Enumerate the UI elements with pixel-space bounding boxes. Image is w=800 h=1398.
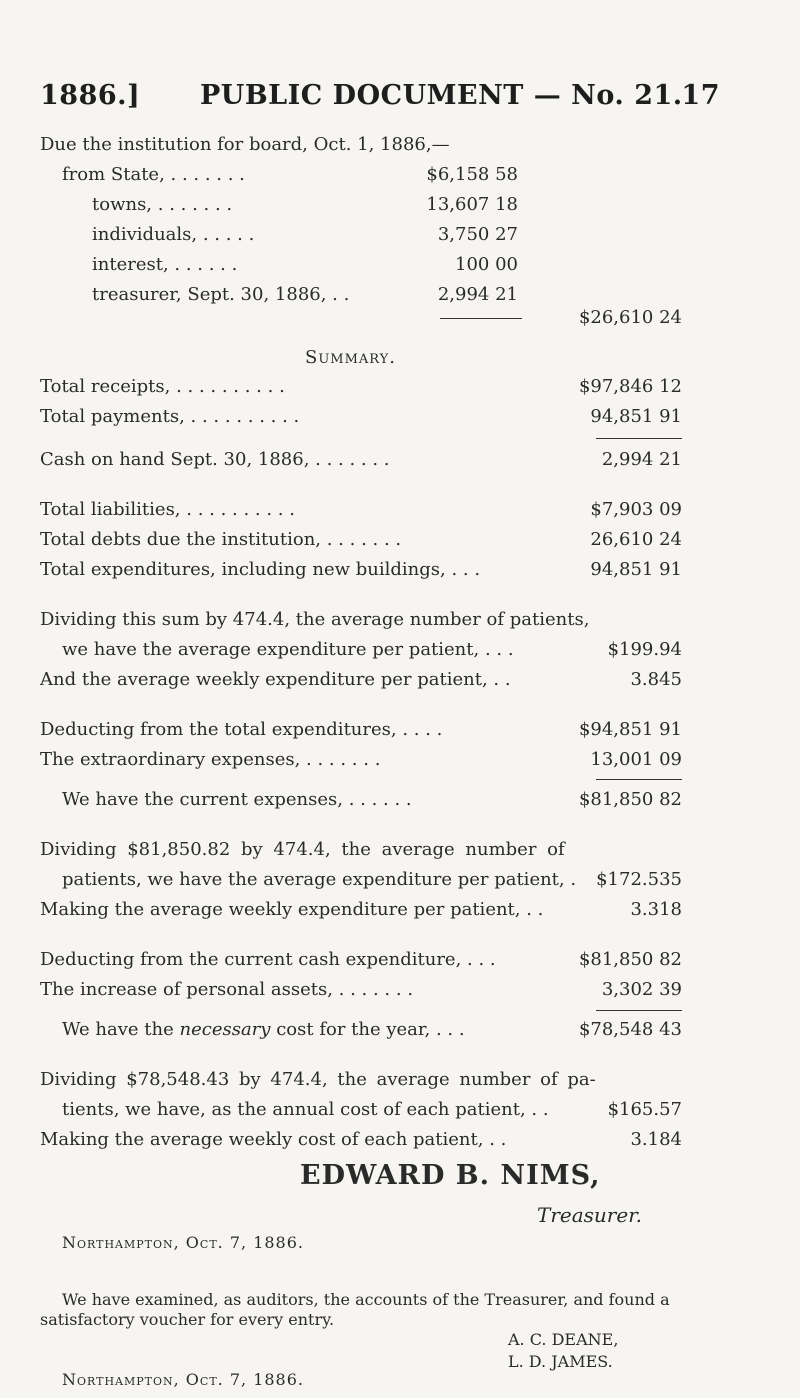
auditor-name: A. C. DEANE, <box>508 1330 619 1349</box>
board-row: interest, . . . . . . 100 00 <box>92 254 518 275</box>
total-expenditures-row: Total expenditures, including new buildings, . . . 94,851 91 <box>40 559 682 580</box>
page-header <box>40 80 720 120</box>
page-number: 17 <box>681 80 720 111</box>
treasurer-name: EDWARD B. NIMS, <box>300 1160 601 1191</box>
avg3-line: Making the average weekly cost of each patient, . . 3.184 <box>40 1129 682 1150</box>
avg2-line: Making the average weekly expenditure per patient, . . 3.318 <box>40 899 682 920</box>
board-row: individuals, . . . . . 3,750 27 <box>92 224 518 245</box>
total-receipts-row: Total receipts, . . . . . . . . . . $97,846 12 <box>40 376 682 397</box>
total-debts-row: Total debts due the institution, . . . . . . . 26,610 24 <box>40 529 682 550</box>
sum-rule <box>596 779 682 780</box>
total-payments-row: Total payments, . . . . . . . . . . 94,851 91 <box>40 406 682 427</box>
header-title: PUBLIC DOCUMENT — No. 21. <box>200 80 683 111</box>
total-liabilities-row: Total liabilities, . . . . . . . . . . $7,903 09 <box>40 499 682 520</box>
board-intro: Due the institution for board, Oct. 1, 1886,— <box>40 134 450 155</box>
auditor-statement: satisfactory voucher for every entry. <box>40 1310 335 1329</box>
board-row: treasurer, Sept. 30, 1886, . . 2,994 21 <box>92 284 518 305</box>
auditor-name: L. D. JAMES. <box>508 1352 613 1371</box>
avg3-line: Dividing $78,548.43 by 474.4, the average number of pa- <box>40 1069 596 1090</box>
deduct1-result: We have the current expenses, . . . . . . $81,850 82 <box>62 789 682 810</box>
board-row: towns, . . . . . . . 13,607 18 <box>92 194 518 215</box>
avg3-line: tients, we have, as the annual cost of each patient, . . $165.57 <box>62 1099 682 1120</box>
avg1-line: Dividing this sum by 474.4, the average number of patients, <box>40 609 590 630</box>
deduct2-result: We have the necessary cost for the year, . . . $78,548 43 <box>62 1019 682 1040</box>
sum-rule <box>596 438 682 439</box>
sum-rule <box>596 1010 682 1011</box>
avg1-line: we have the average expenditure per patient, . . . $199.94 <box>62 639 682 660</box>
avg1-line: And the average weekly expenditure per patient, . . 3.845 <box>40 669 682 690</box>
cash-on-hand-row: Cash on hand Sept. 30, 1886, . . . . . . . 2,994 21 <box>40 449 682 470</box>
header-year: 1886.] <box>40 80 141 111</box>
deduct1-line: Deducting from the total expenditures, . . . . $94,851 91 <box>40 719 682 740</box>
board-row: from State, . . . . . . . $6,158 58 <box>62 164 518 185</box>
summary-title: Summary. <box>305 347 396 368</box>
avg2-line: patients, we have the average expenditure per patient, . $172.535 <box>62 869 682 890</box>
deduct2-line: Deducting from the current cash expenditure, . . . $81,850 82 <box>40 949 682 970</box>
deduct2-line: The increase of personal assets, . . . . . . . 3,302 39 <box>40 979 682 1000</box>
auditor-place-date: Northampton, Oct. 7, 1886. <box>62 1370 304 1389</box>
deduct1-line: The extraordinary expenses, . . . . . . . 13,001 09 <box>40 749 682 770</box>
treasurer-title: Treasurer. <box>537 1203 642 1227</box>
auditor-statement: We have examined, as auditors, the accounts of the Treasurer, and found a <box>62 1290 670 1309</box>
treasurer-place-date: Northampton, Oct. 7, 1886. <box>62 1233 304 1252</box>
avg2-line: Dividing $81,850.82 by 474.4, the average number of <box>40 839 565 860</box>
board-total: $26,610 24 <box>578 307 682 328</box>
